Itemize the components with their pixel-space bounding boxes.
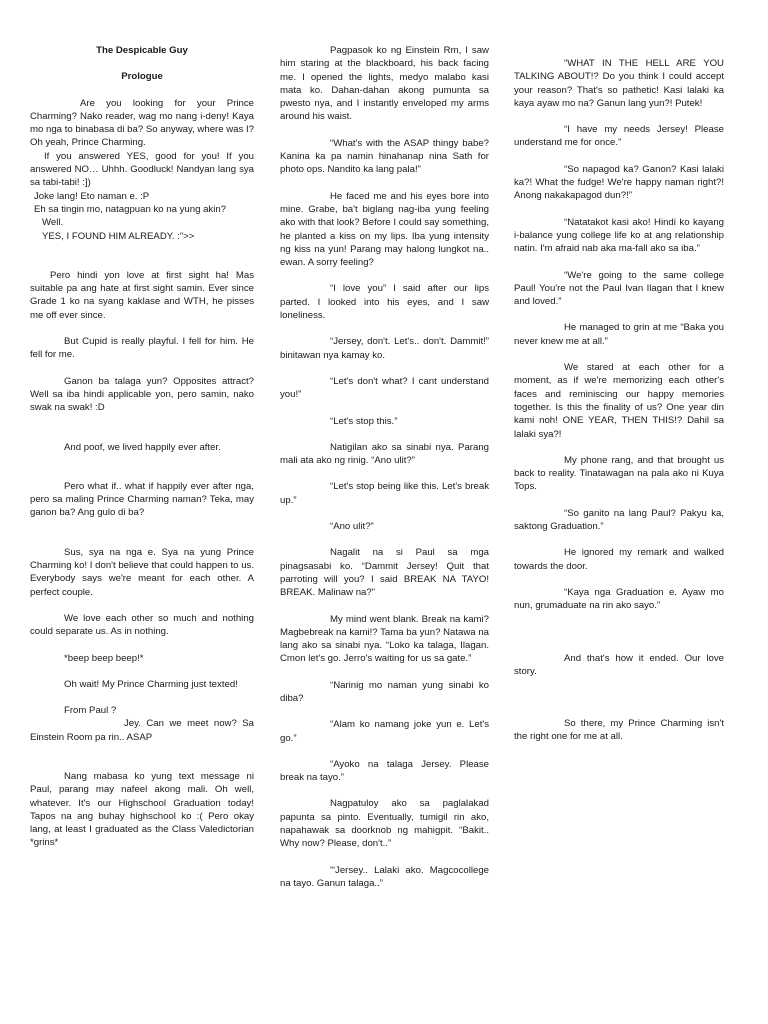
paragraph: “Let's stop this.” [330, 415, 398, 427]
paragraph: So there, my Prince Charming isn't the right one for me at all. [514, 718, 727, 743]
spacer [514, 203, 724, 216]
spacer [280, 362, 489, 375]
paragraph: “We're going to the same college Paul! You're not the Paul Ivan Ilagan that I knew and loved.” [514, 269, 727, 308]
column-2 [280, 44, 492, 890]
paragraph: “Natatakot kasi ako! Hindi ko kayang i-balance yung college life ko at ang relationship natin. I'm afraid nab aka ma-fall ako sa iba.” [514, 216, 727, 255]
paragraph: Pero what if.. what if happily ever after nga, pero sa maling Prince Charming naman? Teka, may ganon ba? Ang gulo di ba? [30, 480, 257, 519]
spacer [514, 110, 724, 123]
spacer [280, 177, 489, 190]
paragraph: From Paul ? [64, 705, 117, 717]
paragraph: Jey. Can we meet now? Sa Einstein Room pa rin.. ASAP [30, 718, 257, 743]
spacer [280, 322, 489, 335]
spacer [280, 467, 489, 480]
paragraph: Eh sa tingin mo, natagpuan ko na yung akin? [34, 203, 227, 215]
paragraph: If you answered YES, good for you! If you answered NO… Uhhh. Goodluck! Nandyan lang sya sa tabi-tabi! :]) [30, 150, 257, 189]
paragraph: Nang mabasa ko yung text message ni Paul, parang may nafeel akong mali. Oh well, whatever. It's our Highschool Graduation today! Tapos na ang buhay highschool ko :( Pero okay lang, at least I graduated as the Class Valedictorian *grins* [30, 770, 257, 849]
paragraph: He ignored my remark and walked towards the door. [514, 547, 727, 572]
paragraph: “Let's stop being like this. Let's break up.” [280, 481, 492, 506]
paragraph: YES, I FOUND HIM ALREADY. :”>> [42, 230, 195, 242]
paragraph: But Cupid is really playful. I fell for him. He fell for me. [30, 336, 257, 361]
spacer [514, 256, 724, 269]
spacer [280, 705, 489, 718]
spacer [514, 613, 724, 652]
spacer [30, 243, 254, 269]
paragraph: “WHAT IN THE HELL ARE YOU TALKING ABOUT!? Do you think I could accept your reason? That's so pathetic! Kasi lalaki ka kaya ayaw mo na? Ganun lang yun?! Putek! [514, 58, 727, 109]
paragraph: “Kaya nga Graduation e. Ayaw mo nun, grumaduate na rin ako sayo.” [514, 586, 727, 612]
paragraph: Nagalit na si Paul sa mga pinagsasabi ko. “Dammit Jersey! Quit that parroting will you? I said BREAK NA TAYO! BREAK. Malinaw na?” [280, 547, 492, 599]
paragraph: “Ano ulit?” [330, 521, 374, 533]
paragraph: We stared at each other for a moment, as if we're memorizing each other's faces and reminiscing our happy memories together. Is this the finality of us? One year din kami noh! ONE YEAR, THEN THIS!? Dahil sa lalaki sya?! [514, 362, 727, 440]
spacer [514, 44, 724, 57]
spacer [30, 322, 254, 335]
paragraph: He managed to grin at me “Baka you never knew me at all.” [514, 322, 727, 347]
spacer [514, 678, 724, 717]
paragraph: Are you looking for your Prince Charming? Nako reader, wag mo nang i-deny! Kaya mo nga to binabasa di ba? So anyway, where was I? Oh yeah, Prince Charming. [30, 97, 257, 149]
paragraph: Well. [42, 217, 64, 229]
spacer [30, 691, 254, 704]
spacer [280, 666, 489, 679]
spacer [280, 402, 489, 415]
spacer [30, 520, 254, 546]
paragraph: Joke lang! Eto naman e. :P [34, 190, 150, 202]
spacer [30, 665, 254, 678]
column-1 [30, 44, 257, 850]
spacer [280, 428, 489, 441]
paragraph: And poof, we lived happily ever after. [64, 441, 221, 453]
paragraph: He faced me and his eyes bore into mine. Grabe, ba't biglang nag-iba yung feeling ako with that look? Before I could say something, he planted a kiss on my lips. Iba yung intensity ng kiss na yun! Parang may halong lungkot na.. ewan. A sorry feeling? [280, 190, 492, 269]
spacer [30, 415, 254, 441]
paragraph: “Alam ko namang joke yun e. Let's go.” [280, 719, 492, 744]
spacer [30, 84, 254, 97]
chapter-heading: Prologue [121, 71, 163, 83]
paragraph: Natigilan ako sa sinabi nya. Parang mali ata ako ng rinig. “Ano ulit?” [280, 441, 492, 467]
paragraph: “What's with the ASAP thingy babe? Kanina ka pa namin hinahanap nina Sath for photo ops. Nandito ka lang pala!” [280, 137, 492, 176]
paragraph: “Narinig mo naman yung sinabi ko diba? [280, 679, 492, 704]
paragraph: And that's how it ended. Our love story. [514, 652, 727, 677]
paragraph: Sus, sya na nga e. Sya na yung Prince Charming ko! I don't believe that could happen to us. Everybody says we're meant for each other. A perfect couple. [30, 546, 257, 598]
paragraph: Oh wait! My Prince Charming just texted! [64, 678, 238, 690]
spacer [514, 348, 724, 361]
paragraph: “Ayoko na talaga Jersey. Please break na tayo.” [280, 758, 492, 784]
spacer [30, 57, 254, 70]
spacer [30, 639, 254, 652]
paragraph: “Let's don't what? I cant understand you!” [280, 375, 492, 401]
spacer [280, 507, 489, 520]
spacer [30, 454, 254, 480]
paragraph: '“Jersey.. Lalaki ako. Magcocollege na tayo. Ganun talaga..” [280, 864, 492, 889]
spacer [280, 851, 489, 864]
spacer [280, 745, 489, 758]
paragraph: We love each other so much and nothing could separate us. As in nothing. [30, 612, 257, 638]
spacer [30, 744, 254, 770]
paragraph: Pagpasok ko ng Einstein Rm, I saw him staring at the blackboard, his back facing me. I opened the lights, medyo malabo kasi mata ko. Dahan-dahan akong pumunta sa pwesto nya, and I instantly enveloped my arms around his waist. [280, 45, 492, 123]
paragraph: *beep beep beep!* [64, 652, 144, 664]
spacer [514, 308, 724, 321]
paragraph: “So ganito na lang Paul? Pakyu ka, saktong Graduation.” [514, 507, 727, 533]
paragraph: Ganon ba talaga yun? Opposites attract? Well sa iba hindi applicable yon, pero samin, nako swak na swak! :D [30, 375, 257, 414]
spacer [514, 441, 724, 454]
spacer [514, 573, 724, 586]
spacer [514, 150, 724, 163]
column-3 [514, 44, 727, 744]
spacer [30, 362, 254, 375]
paragraph: My mind went blank. Break na kami? Magbebreak na kami!? Tama ba yun? Natawa na lang ako sa sinabi nya. “Loko ka talaga, Ilagan. Cmon let's go. Jerro's waiting for us sa gate.” [280, 613, 492, 665]
paragraph: “So napagod ka? Ganon? Kasi lalaki ka?! What the fudge! We're happy naman right?! Anong nakakapagod dun?!” [514, 163, 727, 202]
paragraph: Pero hindi yon love at first sight ha! Mas suitable pa ang hate at first sight samin. Ever since Grade 1 ko na syang kaklase and WTH, he pisses me off ever since. [30, 269, 257, 321]
spacer [280, 784, 489, 797]
paragraph: “I love you” I said after our lips parted. I looked into his eyes, and I saw loneliness. [280, 283, 492, 322]
spacer [514, 533, 724, 546]
paragraph: “Jersey, don't. Let's.. don't. Dammit!” binitawan nya kamay ko. [280, 336, 492, 361]
paragraph: Nagpatuloy ako sa paglalakad papunta sa pinto. Eventually, tumigil rin ako, napahawak sa doorknob ng mahigpit. “Bakit.. Why now? Please, don't..” [280, 798, 492, 850]
paragraph: My phone rang, and that brought us back to reality. Tinatawagan na pala ako ni Kuya Tops. [514, 454, 727, 493]
paragraph: “I have my needs Jersey! Please understand me for once.” [514, 124, 727, 149]
spacer [514, 494, 724, 507]
spacer [280, 124, 489, 137]
spacer [280, 600, 489, 613]
spacer [280, 269, 489, 282]
spacer [280, 533, 489, 546]
document-title: The Despicable Guy [96, 45, 188, 56]
spacer [30, 599, 254, 612]
